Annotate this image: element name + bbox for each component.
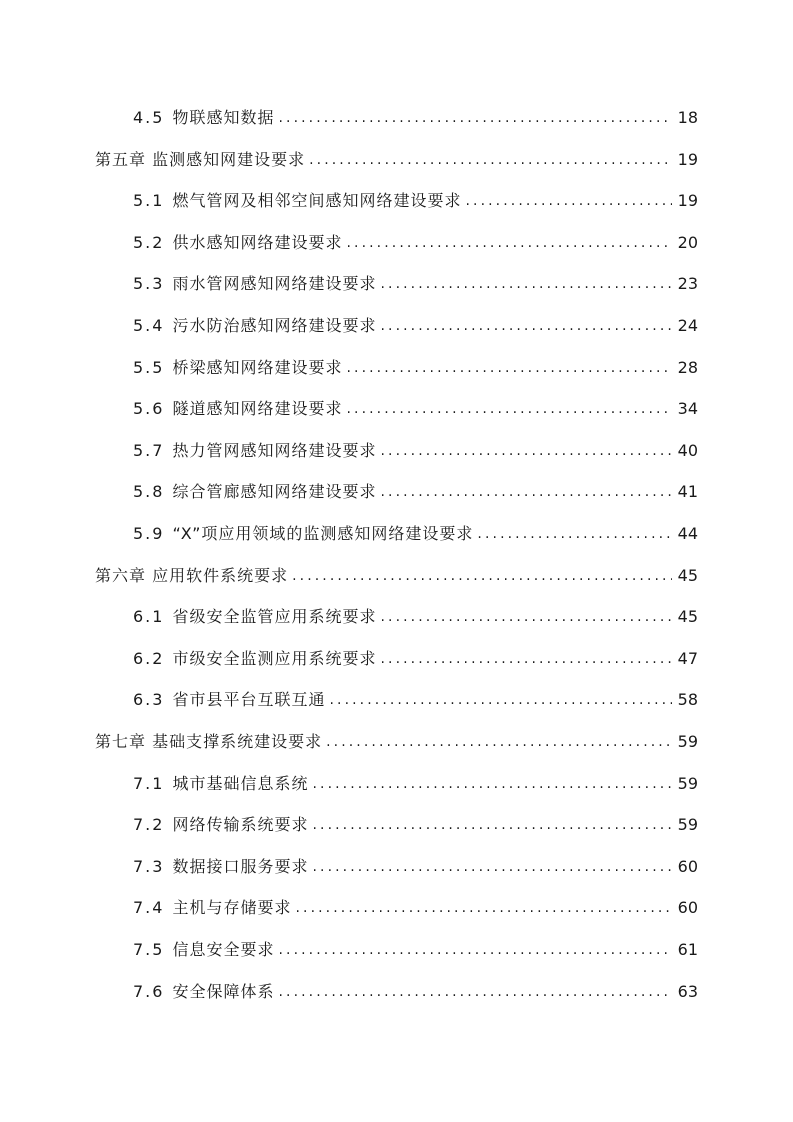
toc-dot-leader: [329, 687, 671, 713]
toc-dot-leader: [295, 895, 671, 921]
toc-dot-leader: [346, 230, 671, 256]
toc-page-number: 28: [677, 357, 698, 377]
toc-page-number: 61: [677, 940, 698, 959]
toc-page-number: 24: [677, 316, 698, 335]
toc-entry-number: 6.3: [133, 690, 165, 710]
toc-entry-title: 雨水管网感知网络建设要求: [172, 274, 377, 294]
toc-section-entry[interactable]: [133, 604, 698, 630]
toc-entry-number: 7.2: [133, 815, 165, 835]
toc-section-entry[interactable]: [133, 396, 698, 422]
toc-entry-number: 5.8: [133, 482, 165, 502]
toc-entry-title: 安全保障体系: [172, 981, 275, 1001]
toc-page-number: 19: [677, 191, 698, 211]
toc-section-entry[interactable]: [133, 812, 698, 838]
toc-page-number: 60: [677, 856, 698, 876]
toc-entry-title: 物联感知数据: [172, 108, 275, 127]
toc-page-number: 60: [677, 898, 698, 918]
toc-chapter-entry[interactable]: [95, 147, 698, 173]
toc-dot-leader: [380, 604, 671, 630]
toc-entry-number: 5.1: [133, 191, 165, 211]
toc-page-number: 45: [677, 607, 698, 627]
toc-page-number: 63: [677, 981, 698, 1001]
toc-entry-title: 桥梁感知网络建设要求: [172, 357, 343, 377]
toc-section-entry[interactable]: [133, 188, 698, 214]
toc-entry-title: 热力管网感知网络建设要求: [172, 440, 377, 460]
toc-section-entry[interactable]: [133, 895, 698, 921]
toc-section-entry[interactable]: [133, 521, 698, 547]
toc-dot-leader: [380, 438, 671, 464]
toc-page-number: 20: [677, 232, 698, 252]
toc-entry-title: 主机与存储要求: [172, 898, 292, 918]
toc-entry-title: 城市基础信息系统: [172, 773, 309, 793]
toc-section-entry[interactable]: [133, 271, 698, 297]
toc-page-number: 47: [677, 648, 698, 668]
toc-entry-title: 污水防治感知网络建设要求: [172, 316, 377, 335]
toc-dot-leader: [278, 105, 671, 131]
toc-dot-leader: [380, 646, 671, 672]
toc-entry-title: 燃气管网及相邻空间感知网络建设要求: [172, 191, 462, 211]
toc-section-entry[interactable]: [133, 854, 698, 880]
toc-page-number: 58: [677, 690, 698, 710]
toc-entry-title: 第六章 应用软件系统要求: [95, 565, 289, 585]
toc-entry-number: 5.2: [133, 232, 165, 252]
toc-dot-leader: [292, 563, 672, 589]
toc-dot-leader: [380, 271, 671, 297]
toc-dot-leader: [309, 147, 672, 173]
toc-entry-number: 7.5: [133, 940, 165, 959]
toc-page-number: 45: [677, 565, 698, 585]
toc-section-entry[interactable]: [133, 479, 698, 505]
toc-entry-title: 第五章 监测感知网建设要求: [95, 149, 306, 169]
toc-entry-title: 第七章 基础支撑系统建设要求: [95, 732, 323, 751]
toc-entry-number: 6.1: [133, 607, 165, 627]
toc-entry-number: 7.4: [133, 898, 165, 918]
toc-page-number: 18: [677, 108, 698, 127]
toc-section-entry[interactable]: [133, 313, 698, 339]
toc-entry-title: 省级安全监管应用系统要求: [172, 607, 377, 627]
toc-entry-title: 供水感知网络建设要求: [172, 232, 343, 252]
toc-dot-leader: [278, 979, 671, 1005]
toc-page-number: 19: [677, 149, 698, 169]
toc-dot-leader: [346, 396, 671, 422]
toc-entry-title: “X”项应用领域的监测感知网络建设要求: [172, 524, 474, 543]
toc-page-number: 44: [677, 524, 698, 543]
toc-entry-number: 5.3: [133, 274, 165, 294]
toc-dot-leader: [312, 812, 671, 838]
toc-entry-title: 数据接口服务要求: [172, 856, 309, 876]
toc-page-number: 34: [677, 399, 698, 419]
toc-page-number: 59: [677, 815, 698, 835]
toc-chapter-entry[interactable]: [95, 729, 698, 755]
toc-entry-number: 7.1: [133, 773, 165, 793]
toc-entry-number: 4.5: [133, 108, 165, 127]
toc-entry-number: 5.6: [133, 399, 165, 419]
toc-chapter-entry[interactable]: [95, 563, 698, 589]
toc-dot-leader: [380, 479, 671, 505]
toc-section-entry[interactable]: [133, 937, 698, 963]
toc-dot-leader: [312, 771, 671, 797]
toc-page-number: 59: [677, 732, 698, 751]
toc-entry-title: 网络传输系统要求: [172, 815, 309, 835]
toc-dot-leader: [346, 355, 671, 381]
toc-entry-title: 省市县平台互联互通: [172, 690, 326, 710]
toc-entry-title: 信息安全要求: [172, 940, 275, 959]
toc-entry-number: 5.4: [133, 316, 165, 335]
toc-dot-leader: [477, 521, 671, 547]
toc-page-number: 40: [677, 440, 698, 460]
toc-section-entry[interactable]: [133, 438, 698, 464]
toc-dot-leader: [312, 854, 671, 880]
toc-entry-number: 6.2: [133, 648, 165, 668]
toc-entry-number: 5.7: [133, 440, 165, 460]
toc-section-entry[interactable]: [133, 771, 698, 797]
toc-entry-number: 5.5: [133, 357, 165, 377]
toc-dot-leader: [380, 313, 671, 339]
toc-section-entry[interactable]: [133, 979, 698, 1005]
toc-dot-leader: [278, 937, 671, 963]
toc-section-entry[interactable]: [133, 105, 698, 131]
toc-section-entry[interactable]: [133, 646, 698, 672]
toc-page-number: 23: [677, 274, 698, 294]
toc-section-entry[interactable]: [133, 355, 698, 381]
toc-page-number: 59: [677, 773, 698, 793]
toc-section-entry[interactable]: [133, 230, 698, 256]
toc-entry-number: 7.6: [133, 981, 165, 1001]
toc-dot-leader: [465, 188, 671, 214]
toc-dot-leader: [326, 729, 672, 755]
toc-entry-number: 7.3: [133, 856, 165, 876]
toc-entry-title: 综合管廊感知网络建设要求: [172, 482, 377, 502]
toc-entry-title: 隧道感知网络建设要求: [172, 399, 343, 419]
toc-page-number: 41: [677, 482, 698, 502]
toc-section-entry[interactable]: [133, 687, 698, 713]
toc-entry-title: 市级安全监测应用系统要求: [172, 648, 377, 668]
toc-entry-number: 5.9: [133, 524, 165, 543]
